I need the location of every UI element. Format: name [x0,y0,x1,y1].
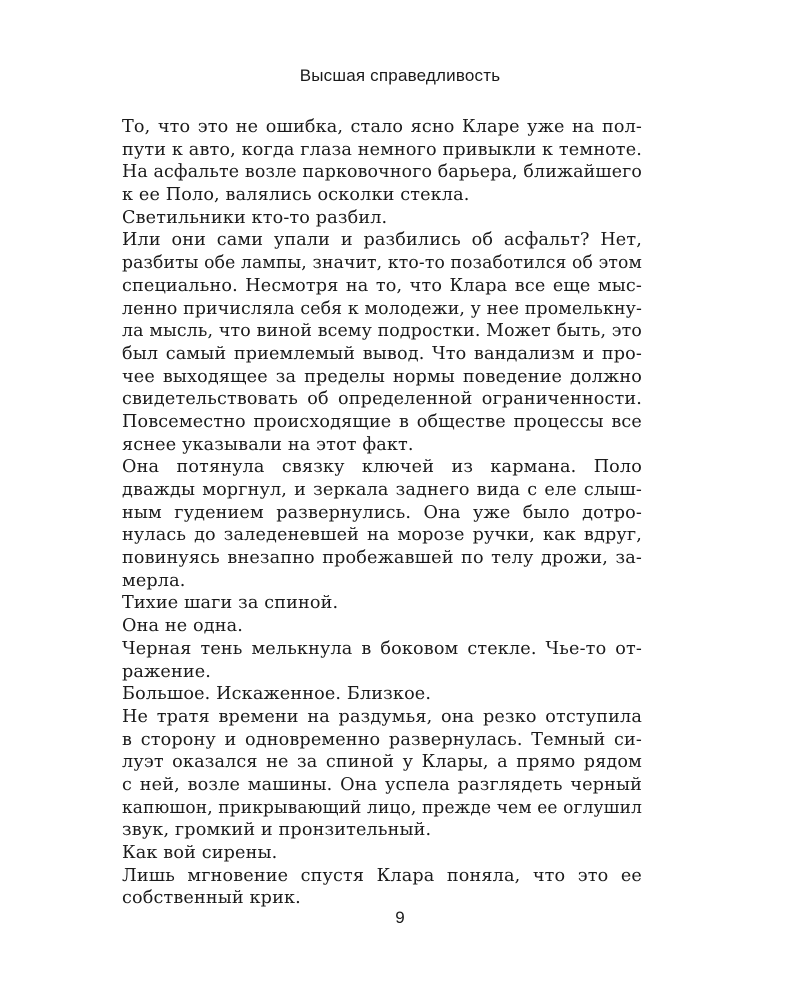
text-line: Она не одна. [122,616,243,637]
text-line: Лишь мгновение спустя Клара поняла, что это ее [122,865,642,886]
text-line: был самый приемлемый вывод. Что вандализм и про- [122,343,642,364]
text-line: с ней, возле машины. Она успела разглядеть черный [122,774,642,795]
text-line: капюшон, прикрывающий лицо, прежде чем ее оглушил [122,797,643,818]
text-line: ным гудением развернулись. Она уже было дотро- [122,502,642,523]
text-line: ла мысль, что виной всему подростки. Может быть, это [122,321,642,342]
text-line: пути к авто, когда глаза немного привыкли к темноте. [122,139,642,160]
text-line: специально. Несмотря на то, что Клара все еще мыс- [122,275,642,296]
text-line: свидетельствовать об определенной ограниченности. [122,389,642,410]
text-line: дважды моргнул, и зеркала заднего вида с еле слыш- [122,480,642,500]
text-line: повинуясь внезапно пробежавшей по телу дрожи, за- [122,548,642,569]
text-line: Как вой сирены. [122,843,278,863]
text-line: луэт оказался не за спиной у Клары, а прямо рядом [122,752,642,773]
text-line: Большое. Искаженное. Близкое. [122,684,432,705]
text-line: Или они сами упали и разбились об асфальт? Нет, [122,230,642,251]
running-head: Высшая справедливость [299,66,501,85]
text-line: к ее Поло, валялись осколки стекла. [122,185,470,206]
text-line: Тихие шаги за спиной. [122,593,339,614]
text-line: Светильники кто-то разбил. [122,207,388,228]
text-line: Повсеместно происходящие в обществе процессы все [122,411,642,432]
text-line: мерла. [122,570,186,591]
text-line: То, что это не ошибка, стало ясно Кларе уже на пол- [122,117,642,137]
text-line: яснее указывали на этот факт. [122,434,414,455]
body-text [122,116,642,910]
text-line: Не тратя времени на раздумья, она резко отступила [122,706,642,727]
text-line: чее выходящее за пределы нормы поведение должно [122,366,642,387]
text-line: нулась до заледеневшей на морозе ручки, как вдруг, [122,525,642,546]
text-line: собственный крик. [122,888,301,909]
text-line: На асфальте возле парковочного барьера, ближайшего [122,162,643,183]
text-line: Черная тень мелькнула в боковом стекле. Чье-то от- [122,638,642,659]
text-line: ражение. [122,661,212,682]
text-line: разбиты обе лампы, значит, кто-то позаботился об этом [122,253,642,274]
text-line: Она потянула связку ключей из кармана. Поло [122,457,642,478]
page-number: 9 [395,908,405,927]
text-line: в сторону и одновременно развернулась. Темный си- [122,729,642,750]
text-line: ленно причисляла себя к молодежи, у нее промелькну- [122,298,643,319]
text-line: звук, громкий и пронзительный. [122,820,432,841]
